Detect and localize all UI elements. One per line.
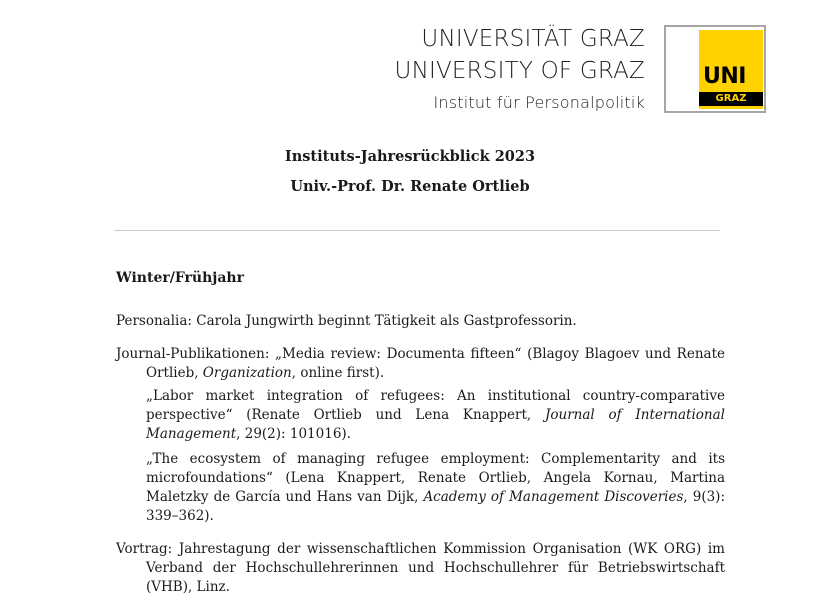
journal-3-journal: Academy of Management Discoveries [423,489,684,505]
journal-2-post: , 29(2): 101016). [236,426,351,442]
uni-graz-logo [664,25,766,113]
institute-name: Institut für Personalpolitik [433,93,645,112]
logo-uni-text: UNI [703,64,746,89]
entry-journal-2 [116,387,725,444]
university-name-de: UNIVERSITÄT GRAZ [421,26,645,52]
entry-journal-1 [116,345,725,383]
entries-list [116,312,725,611]
entry-vortrag [116,540,725,597]
journal-1-journal: Organization [202,365,292,381]
entry-journal-3 [116,450,725,526]
university-name-en: UNIVERSITY OF GRAZ [394,58,645,84]
journal-3-post: , 9(3): 339–362). [146,489,726,524]
journal-2-pre: „Labor market integration of refugees: An institutional country-comparative perspective“ (Renate Ortlieb und Lena Knappert, [146,388,725,423]
personalia-text: Personalia: Carola Jungwirth beginnt Tätigkeit als Gastprofessorin. [116,313,577,329]
vortrag-text: Vortrag: Jahrestagung der wissenschaftlichen Kommission Organisation (WK ORG) im Verband der Hochschullehrerinnen und Hochschullehrer für Betriebswirtschaft (VHB), Linz. [116,541,725,595]
journal-1-post: , online first). [291,365,385,381]
journal-2-journal: Journal of International Management [146,407,725,442]
section-heading: Winter/Frühjahr [116,270,244,286]
entry-personalia [116,312,725,331]
logo-graz-text: GRAZ [699,92,763,106]
logo-yellow-block [699,30,763,109]
horizontal-divider [114,230,720,231]
document-author: Univ.-Prof. Dr. Renate Ortlieb [290,178,530,195]
journal-3-pre: „The ecosystem of managing refugee employment: Complementarity and its microfoundations“ (Lena Knappert, Renate Ortlieb, Angela Kornau, Martina Maletzky de García und Hans van Dijk, [146,451,725,505]
document-title: Instituts-Jahresrückblick 2023 [284,148,536,165]
journal-1-pre: Journal-Publikationen: „Media review: Documenta fifteen“ (Blagoy Blagoev und Renate Ortlieb, [116,346,725,381]
